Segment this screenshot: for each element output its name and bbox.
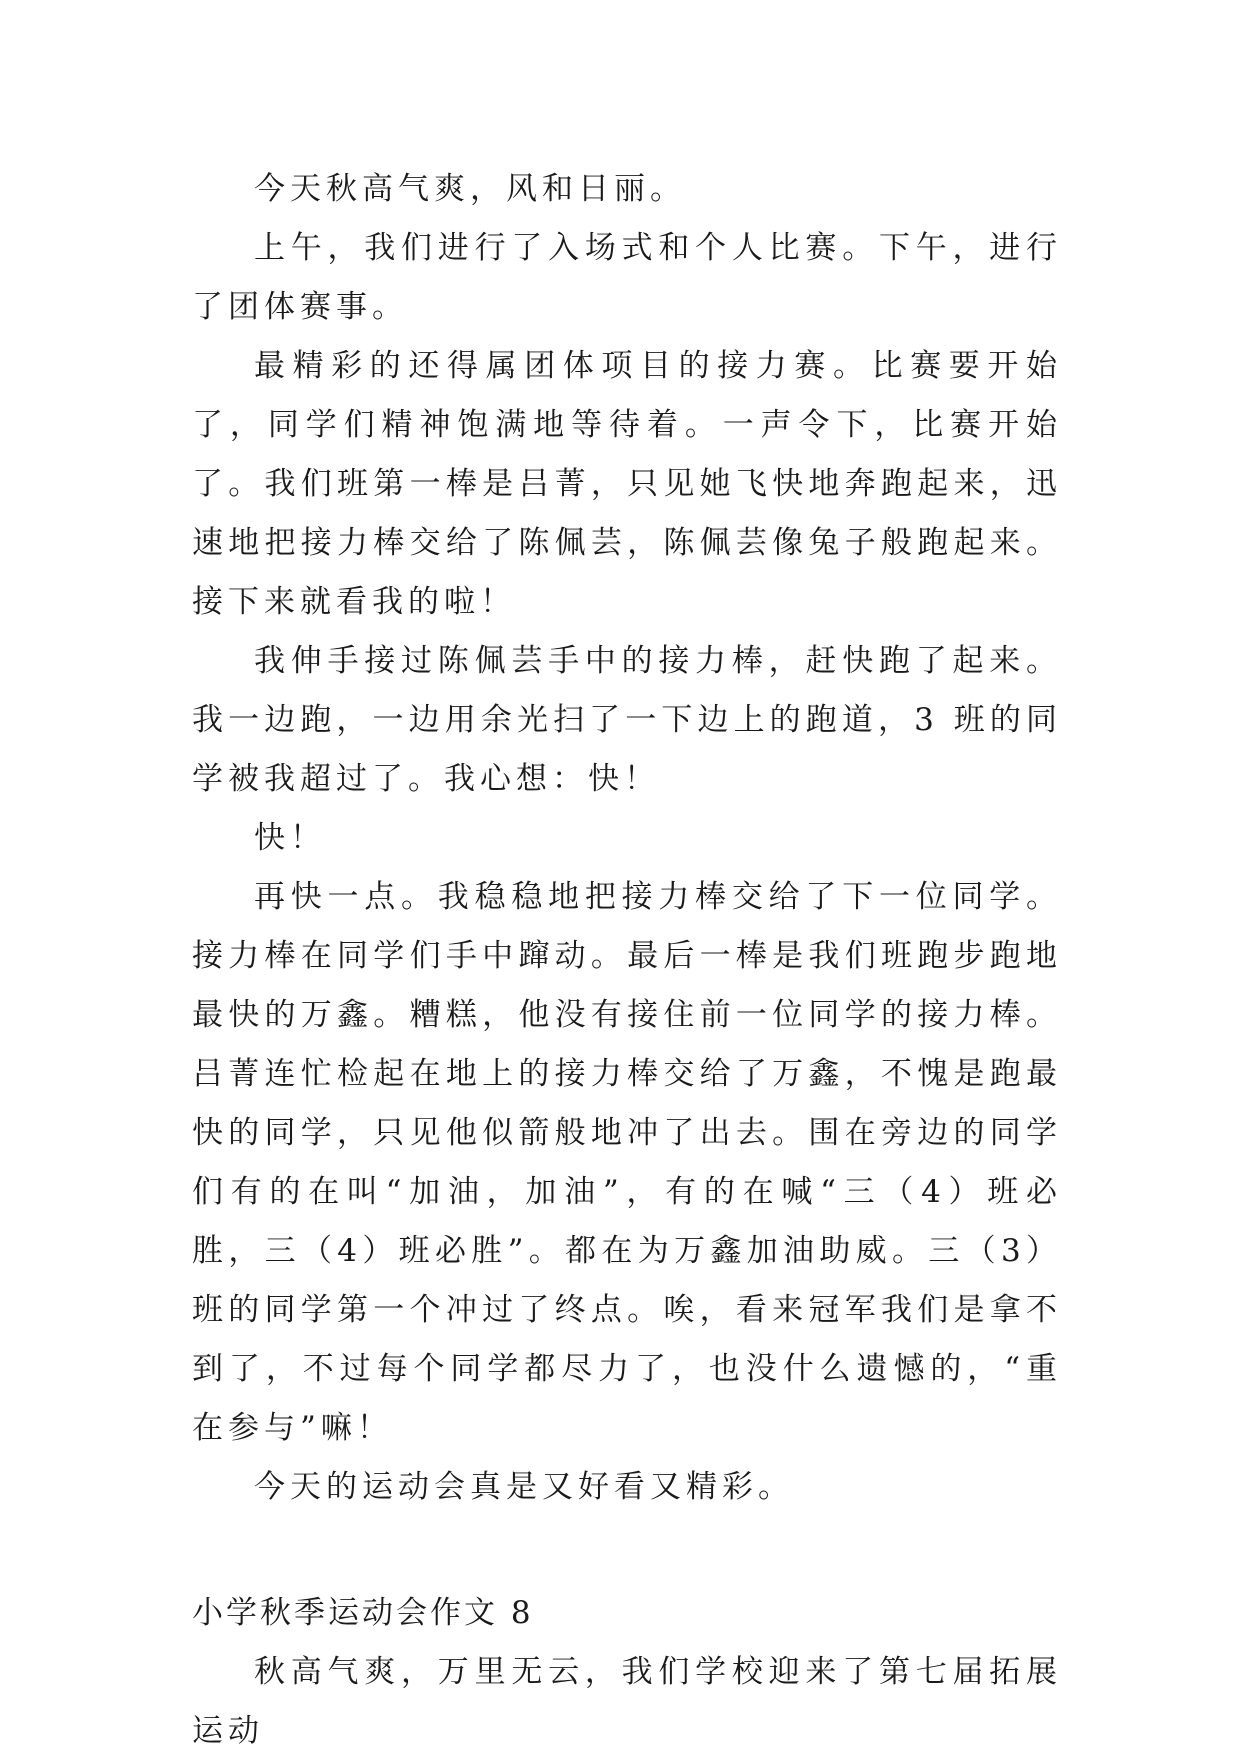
paragraph: 今天秋高气爽，风和日丽。 (254, 171, 686, 207)
section-spacer (192, 1517, 1062, 1584)
paragraph: 今天的运动会真是又好看又精彩。 (254, 1469, 794, 1505)
paragraph: 上午，我们进行了入场式和个人比赛。下午，进行了团体赛事。 (192, 230, 1062, 325)
paragraph: 快！ (254, 820, 326, 856)
paragraph: 再快一点。我稳稳地把接力棒交给了下一位同学。接力棒在同学们手中蹿动。最后一棒是我们班跑步跑地最快的万鑫。糟糕，他没有接住前一位同学的接力棒。吕菁连忙检起在地上的接力棒交给了万鑫，不愧是跑最快的同学，只见他似箭般地冲了出去。围在旁边的同学们有的在叫“加油，加油”，有的在喊“三（4）班必胜，三（4）班必胜”。都在为万鑫加油助威。三（3）班的同学第一个冲过了终点。唉，看来冠军我们是拿不到了，不过每个同学都尽力了，也没什么遗憾的，“重在参与”嘛！ (192, 879, 1062, 1446)
paragraph: 最精彩的还得属团体项目的接力赛。比赛要开始了，同学们精神饱满地等待着。一声令下，比赛开始了。我们班第一棒是吕菁，只见她飞快地奔跑起来，迅速地把接力棒交给了陈佩芸，陈佩芸像兔子般跑起来。接下来就看我的啦！ (192, 348, 1062, 620)
section-title: 小学秋季运动会作文 8 (192, 1595, 534, 1631)
paragraph: 我伸手接过陈佩芸手中的接力棒，赶快跑了起来。我一边跑，一边用余光扫了一下边上的跑道，3 班的同学被我超过了。我心想：快！ (192, 643, 1062, 797)
document-body (192, 160, 1062, 1761)
paragraph: 秋高气爽，万里无云，我们学校迎来了第七届拓展运动 (192, 1654, 1062, 1749)
